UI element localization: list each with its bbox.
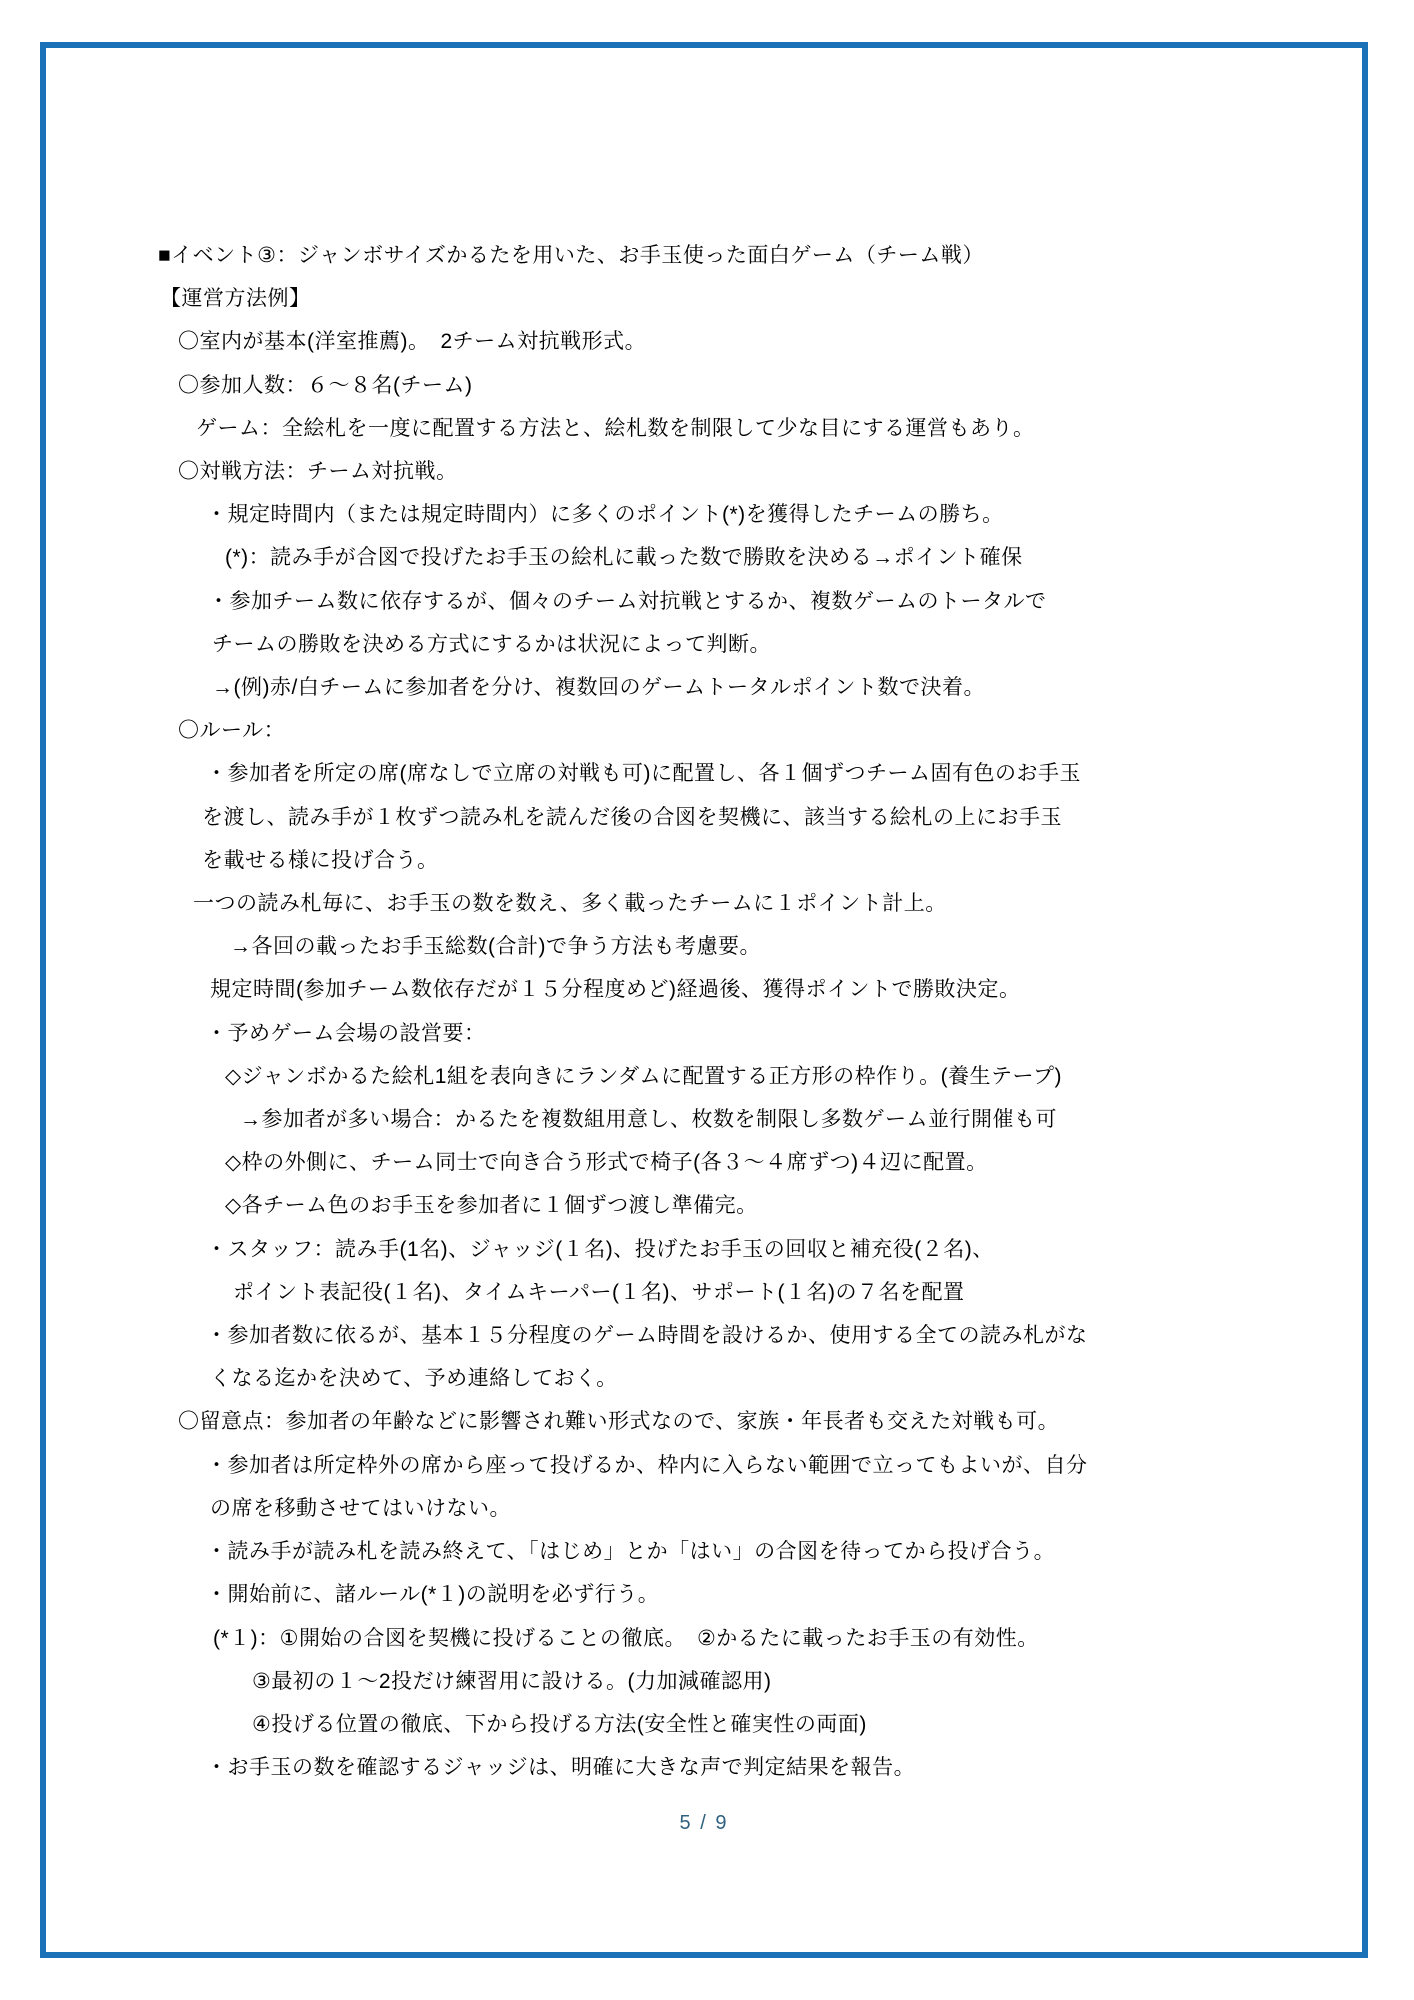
text-line: →(例)赤/白チームに参加者を分け、複数回のゲームトータルポイント数で決着。 [212, 676, 985, 700]
text-line: 規定時間(参加チーム数依存だが１５分程度めど)経過後、獲得ポイントで勝敗決定。 [210, 978, 1021, 1002]
text-line: ④投げる位置の徹底、下から投げる方法(安全性と確実性の両面) [252, 1712, 867, 1736]
text-line: (*１)：①開始の合図を契機に投げることの徹底。 ②かるたに載ったお手玉の有効性。 [213, 1626, 1039, 1650]
text-line: 〇室内が基本(洋室推薦)。 2チーム対抗戦形式。 [178, 330, 647, 354]
text-line: ・読み手が読み札を読み終えて、「はじめ」とか「はい」の合図を待ってから投げ合う。 [206, 1540, 1056, 1564]
text-line: ③最初の１～2投だけ練習用に設ける。(力加減確認用) [252, 1669, 772, 1693]
document-lines [158, 234, 1332, 1789]
text-line: ・参加チーム数に依存するが、個々のチーム対抗戦とするか、複数ゲームのトータルで [208, 589, 1047, 613]
text-line: ◇ジャンボかるた絵札1組を表向きにランダムに配置する正方形の枠作り。(養生テープ) [225, 1064, 1063, 1088]
text-line: ゲーム：全絵札を一度に配置する方法と、絵札数を制限して少な目にする運営もあり。 [196, 416, 1035, 440]
document-content [158, 234, 1332, 1789]
text-line: ・予めゲーム会場の設営要： [206, 1021, 486, 1045]
text-line: 【運営方法例】 [160, 287, 311, 311]
text-line: を渡し、読み手が１枚ずつ読み札を読んだ後の合図を契機に、該当する絵札の上にお手玉 [202, 805, 1062, 829]
text-line: を載せる様に投げ合う。 [202, 848, 439, 872]
text-line: チームの勝敗を決める方式にするかは状況によって判断。 [212, 632, 771, 656]
text-line: →参加者が多い場合：かるたを複数組用意し、枚数を制限し多数ゲーム並行開催も可 [240, 1108, 1057, 1132]
text-line: ・規定時間内（または規定時間内）に多くのポイント(*)を獲得したチームの勝ち。 [206, 503, 1004, 527]
text-line: ■イベント③：ジャンボサイズかるたを用いた、お手玉使った面白ゲーム（チーム戦） [158, 244, 984, 267]
text-line: ◇枠の外側に、チーム同士で向き合う形式で椅子(各３～４席ずつ)４辺に配置。 [225, 1151, 988, 1175]
text-line: 〇留意点：参加者の年齢などに影響され難い形式なので、家族・年長者も交えた対戦も可。 [178, 1410, 1060, 1434]
page-border-frame [40, 42, 1368, 1958]
text-line: ・参加者数に依るが、基本１５分程度のゲーム時間を設けるか、使用する全ての読み札がな [206, 1324, 1088, 1348]
text-line: →各回の載ったお手玉総数(合計)で争う方法も考慮要。 [230, 935, 761, 959]
page-number: 5 / 9 [679, 1812, 729, 1834]
text-line: ・参加者は所定枠外の席から座って投げるか、枠内に入らない範囲で立ってもよいが、自分 [206, 1453, 1088, 1477]
text-line: 〇ルール： [178, 719, 286, 743]
text-line: 〇対戦方法：チーム対抗戦。 [178, 460, 458, 484]
text-line: ・参加者を所定の席(席なしで立席の対戦も可)に配置し、各１個ずつチーム固有色のお手玉 [206, 762, 1081, 786]
text-line: ◇各チーム色のお手玉を参加者に１個ずつ渡し準備完。 [225, 1194, 758, 1218]
text-line: ・お手玉の数を確認するジャッジは、明確に大きな声で判定結果を報告。 [206, 1756, 916, 1780]
text-line: ・スタッフ：読み手(1名)、ジャッジ(１名)、投げたお手玉の回収と補充役(２名)、 [206, 1237, 994, 1261]
text-line: 〇参加人数：６～８名(チーム) [178, 373, 473, 397]
text-line: ・開始前に、諸ルール(*１)の説明を必ず行う。 [206, 1583, 660, 1607]
text-line: の席を移動させてはいけない。 [210, 1496, 511, 1520]
text-line: 一つの読み札毎に、お手玉の数を数え、多く載ったチームに１ポイント計上。 [193, 892, 947, 916]
text-line: (*)：読み手が合図で投げたお手玉の絵札に載った数で勝敗を決める→ポイント確保 [225, 546, 1023, 570]
text-line: くなる迄かを決めて、予め連絡しておく。 [210, 1367, 618, 1391]
text-line: ポイント表記役(１名)、タイムキーパー(１名)、サポート(１名)の７名を配置 [233, 1280, 965, 1304]
